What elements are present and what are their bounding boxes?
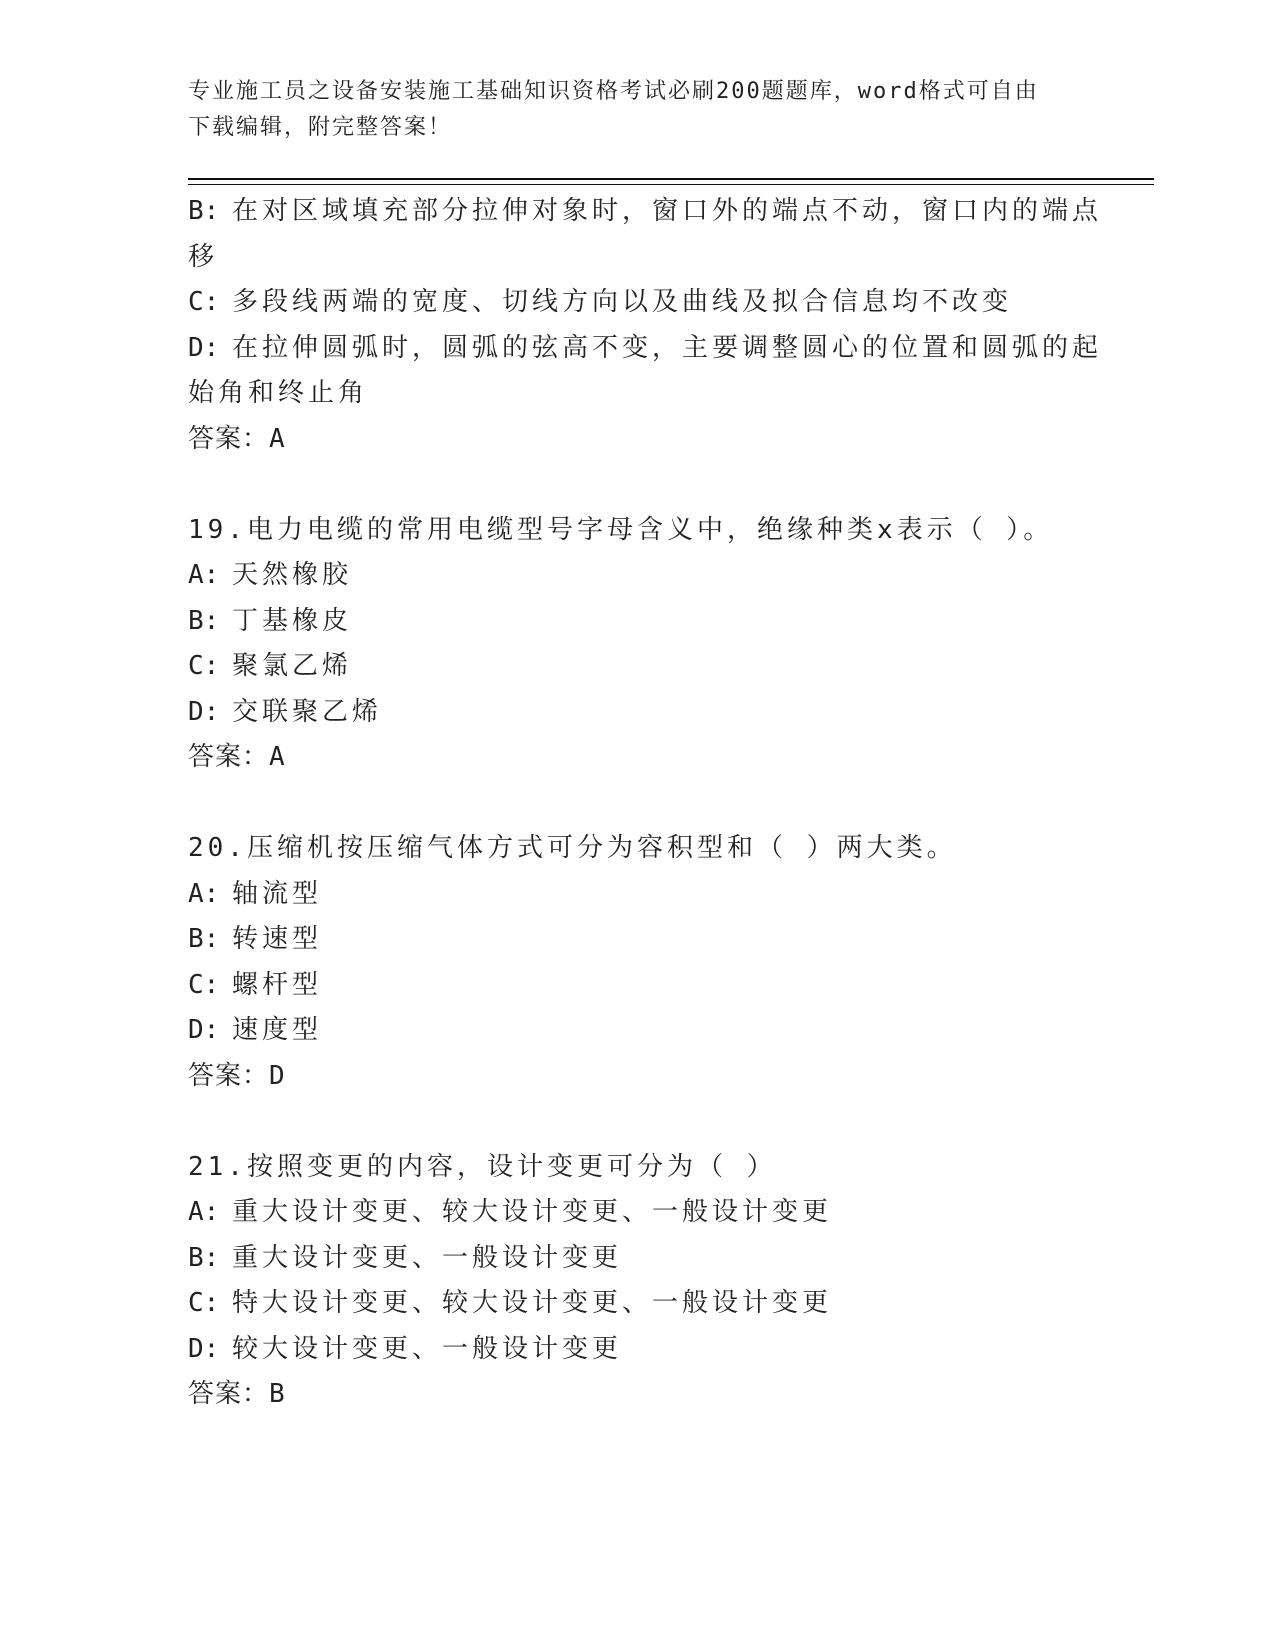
option-text: 螺杆型: [232, 969, 323, 1000]
answer-line: 答案：D: [188, 1060, 286, 1091]
option-label: C:: [188, 287, 220, 317]
option-text: 在对区域填充部分拉伸对象时，窗口外的端点不动，窗口内的端点: [232, 196, 1103, 226]
question-content: [188, 189, 1103, 1418]
option-d: [188, 1327, 1088, 1373]
option-c: [188, 963, 1088, 1009]
option-text: 丁基橡皮: [232, 605, 353, 636]
option-label: D:: [188, 696, 220, 727]
option-label: C:: [188, 651, 220, 681]
question-20: [188, 826, 1088, 1099]
option-text: 较大设计变更、一般设计变更: [232, 1333, 623, 1364]
question-21: [188, 1145, 1088, 1418]
option-label: C:: [188, 1288, 220, 1318]
option-c: [188, 644, 1088, 690]
question-19: [188, 508, 1088, 781]
question-stem: 20.压缩机按压缩气体方式可分为容积型和（ ）两大类。: [188, 833, 957, 863]
spacer: [188, 462, 1088, 508]
option-text: 在拉伸圆弧时，圆弧的弦高不变，主要调整圆心的位置和圆弧的起: [232, 332, 1103, 363]
header-line-1: 专业施工员之设备安装施工基础知识资格考试必刷200题题库，word格式可自由: [188, 79, 1039, 104]
option-a: [188, 872, 1088, 918]
option-text-continued: 移: [188, 241, 219, 272]
header-divider-thick: [188, 178, 1154, 180]
option-b-line-1: [188, 189, 1103, 235]
option-d: [188, 690, 1088, 736]
question-stem: 21.按照变更的内容，设计变更可分为（ ）: [188, 1151, 777, 1182]
option-a: [188, 1190, 1088, 1236]
option-text: 速度型: [232, 1015, 323, 1045]
answer-line: 答案：A: [188, 423, 286, 454]
option-text: 重大设计变更、一般设计变更: [232, 1242, 623, 1273]
option-b: [188, 599, 1088, 645]
option-a: [188, 553, 1088, 599]
option-label: D:: [188, 1015, 220, 1045]
option-label: D:: [188, 1333, 220, 1364]
option-text: 多段线两端的宽度、切线方向以及曲线及拟合信息均不改变: [232, 287, 1013, 317]
answer-line: 答案：A: [188, 742, 286, 772]
option-label: B:: [188, 196, 220, 226]
spacer: [188, 781, 1088, 827]
question-stem: 19.电力电缆的常用电缆型号字母含义中，绝缘种类x表示（ ）。: [188, 514, 1054, 545]
option-text: 聚氯乙烯: [232, 651, 353, 681]
header-divider-thin: [188, 184, 1154, 185]
answer-line: 答案：B: [188, 1379, 286, 1409]
option-d-line-1: [188, 326, 1103, 372]
option-text: 交联聚乙烯: [232, 696, 383, 727]
option-label: B:: [188, 605, 220, 636]
document-header: [188, 74, 1088, 146]
option-text: 特大设计变更、较大设计变更、一般设计变更: [232, 1288, 833, 1318]
option-b-line-2: [188, 235, 1088, 281]
prev-question-block: [188, 189, 1103, 462]
option-d-line-2: [188, 371, 1088, 417]
option-label: B:: [188, 924, 220, 954]
header-line-2: 下载编辑，附完整答案！: [188, 115, 453, 140]
option-text: 转速型: [232, 924, 323, 954]
option-text: 轴流型: [232, 878, 323, 909]
spacer: [188, 1099, 1088, 1145]
option-c: [188, 1281, 1088, 1327]
option-label: A:: [188, 560, 220, 590]
option-c-line-1: [188, 280, 1088, 326]
option-label: D:: [188, 332, 220, 363]
option-b: [188, 917, 1088, 963]
option-d: [188, 1008, 1088, 1054]
option-label: B:: [188, 1242, 220, 1273]
option-text: 天然橡胶: [232, 560, 353, 590]
option-label: A:: [188, 1197, 220, 1227]
option-text: 重大设计变更、较大设计变更、一般设计变更: [232, 1197, 833, 1227]
option-label: A:: [188, 878, 220, 909]
option-text-continued: 始角和终止角: [188, 378, 369, 408]
option-b: [188, 1236, 1088, 1282]
option-label: C:: [188, 969, 220, 1000]
